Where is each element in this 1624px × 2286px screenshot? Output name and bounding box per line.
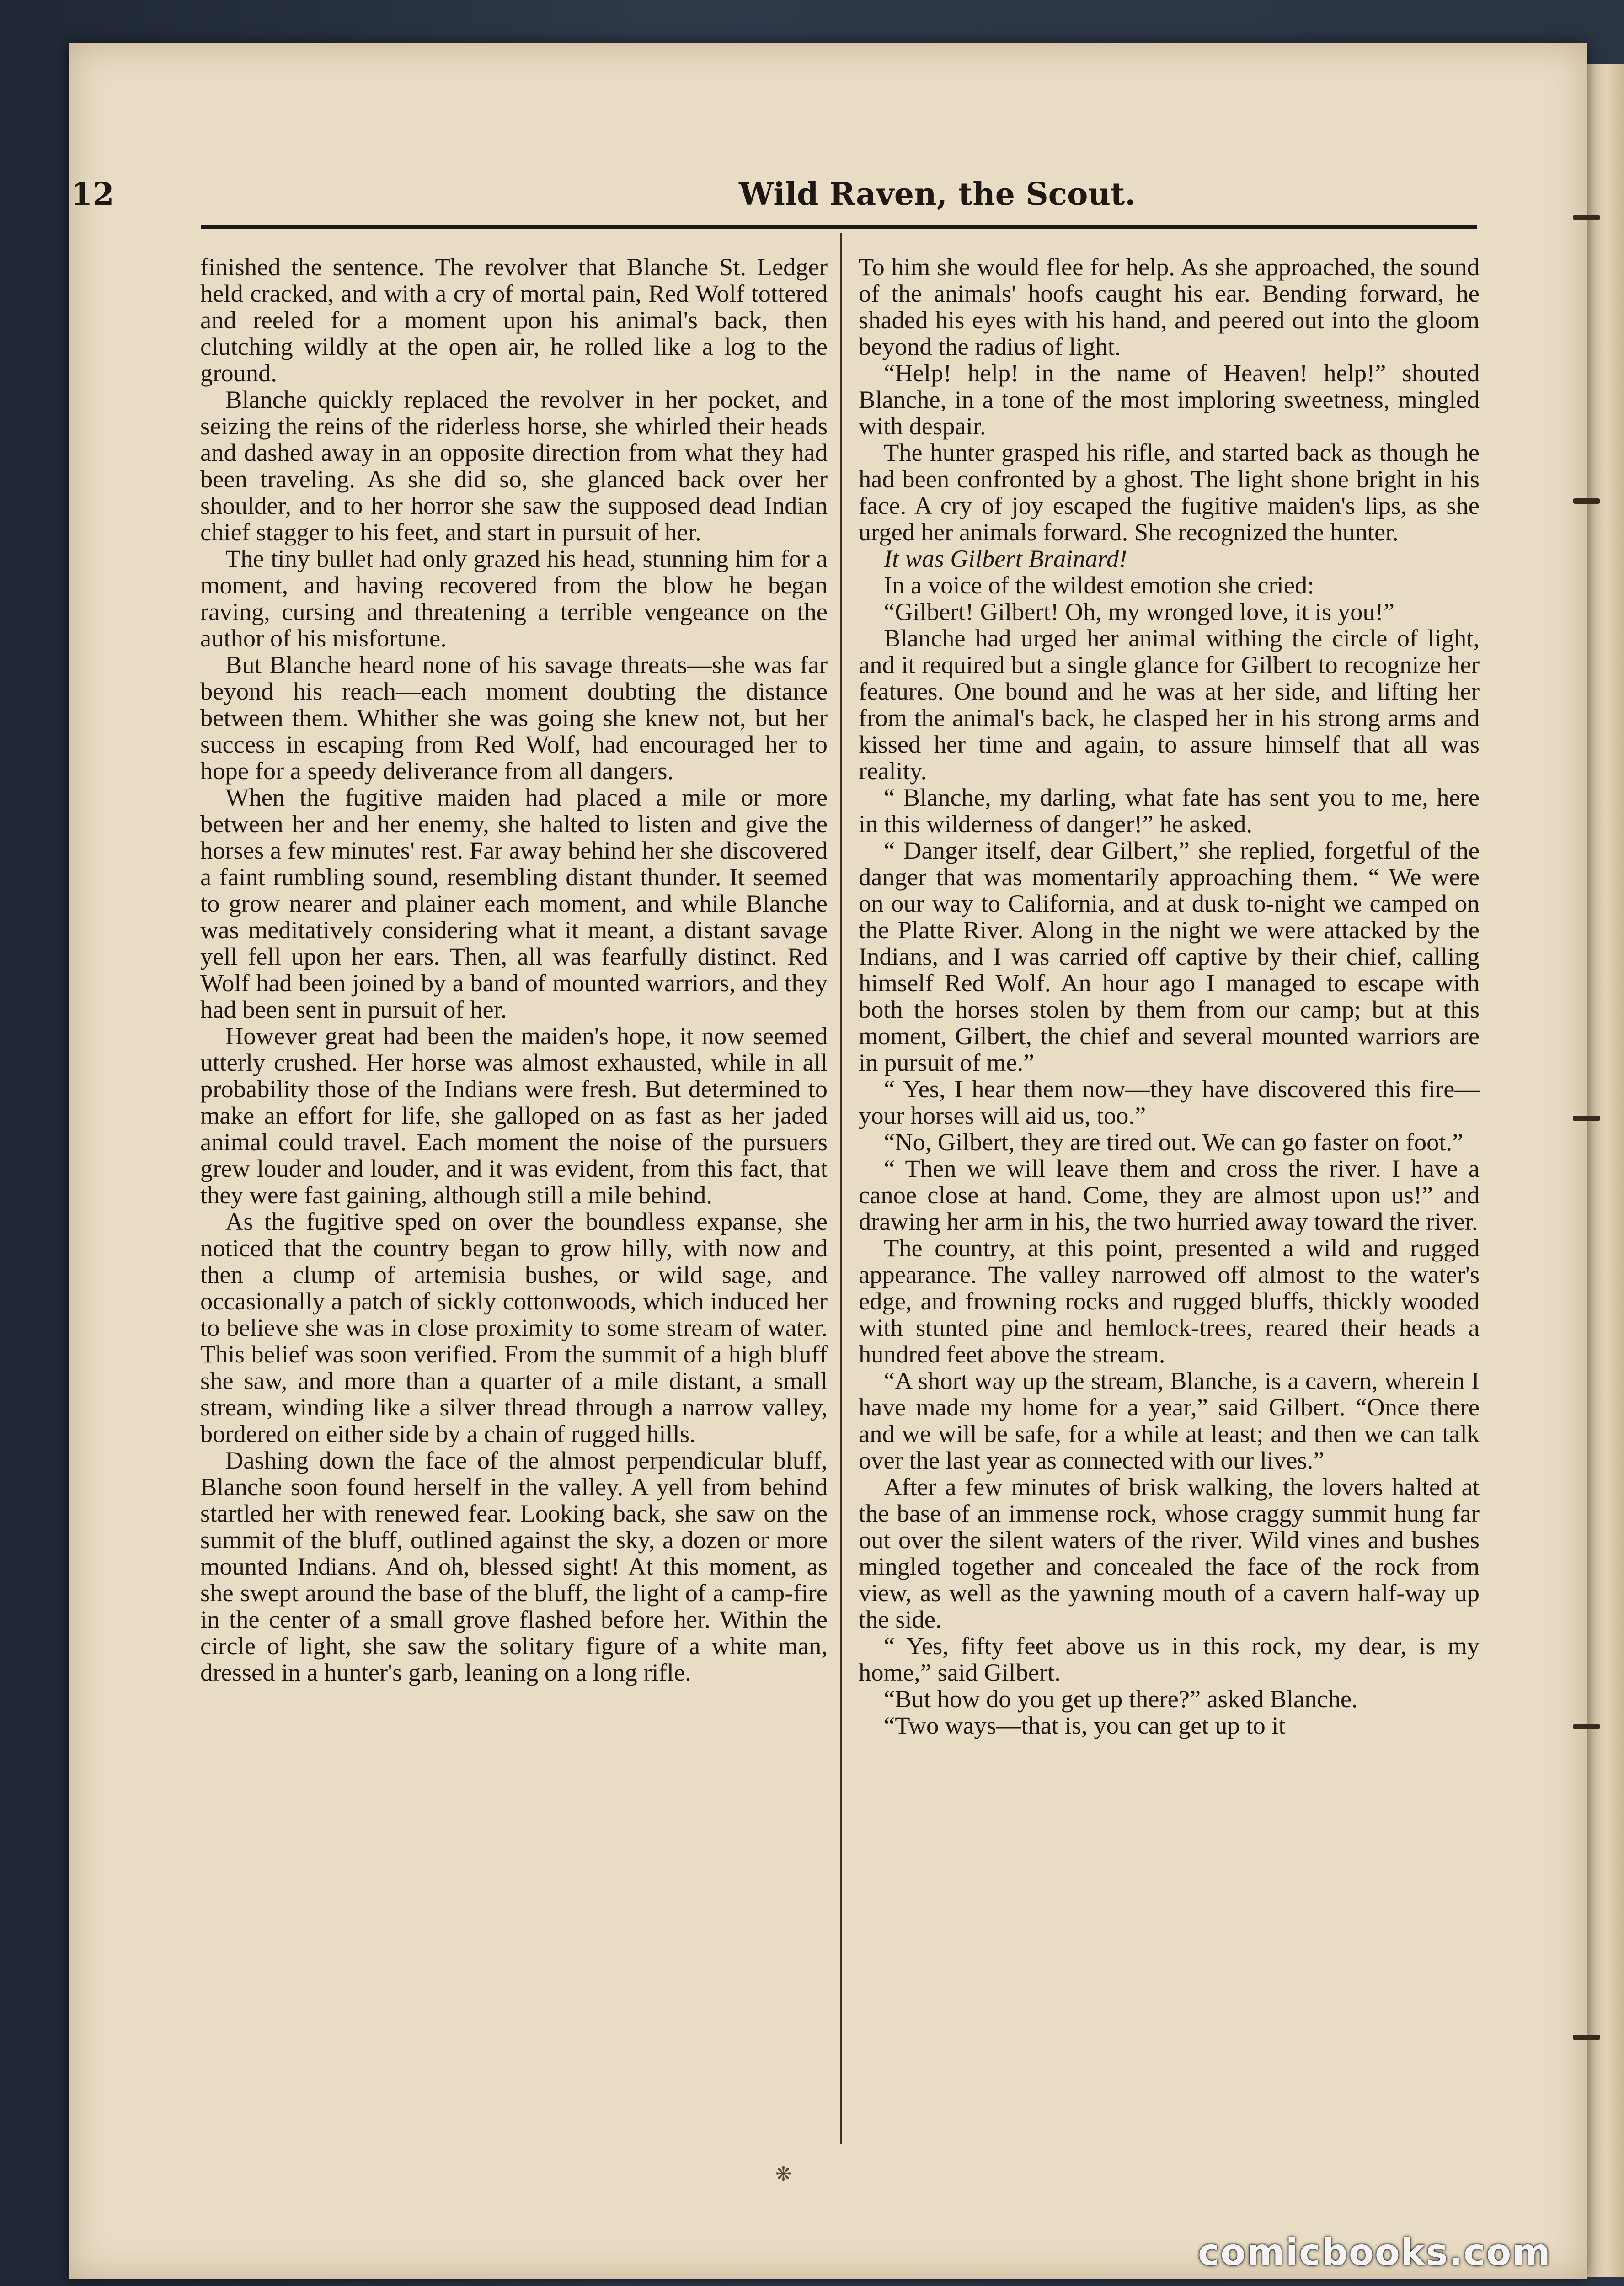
paragraph: “Two ways—that is, you can get up to it bbox=[884, 1711, 1286, 1739]
paragraph: In a voice of the wildest emotion she cried: bbox=[884, 571, 1314, 599]
paragraph: It was Gilbert Brainard! bbox=[884, 545, 1127, 572]
paragraph: The country, at this point, presented a wild and rugged appearance. The valley narrowed off almost to the water's edge, and frowning rocks and rugged bluffs, thickly wooded with stunted pine and hemlock-trees, reared their heads a hundred feet above the stream. bbox=[859, 1234, 1480, 1368]
column-divider bbox=[840, 233, 842, 2144]
binding-stitch bbox=[1573, 1724, 1600, 1729]
running-title: Wild Raven, the Scout. bbox=[739, 176, 1136, 213]
header-rule bbox=[201, 225, 1477, 229]
paragraph: To him she would flee for help. As she approached, the sound of the animals' hoofs caught his ear. Bending forward, he shaded his eyes with his hand, and peered out into the gloom beyond the radius of light. bbox=[859, 254, 1480, 360]
paragraph: “ Blanche, my darling, what fate has sent you to me, here in this wilderness of danger!” he asked. bbox=[859, 783, 1480, 838]
paragraph: “ Yes, fifty feet above us in this rock, my dear, is my home,” said Gilbert. bbox=[859, 1632, 1480, 1686]
paragraph: “Gilbert! Gilbert! Oh, my wronged love, it is you!” bbox=[884, 598, 1394, 625]
paragraph: “No, Gilbert, they are tired out. We can go faster on foot.” bbox=[884, 1128, 1464, 1156]
left-column bbox=[200, 254, 828, 2147]
paragraph: finished the sentence. The revolver that Blanche St. Ledger held cracked, and with a cry of mortal pain, Red Wolf tottered and reeled for a moment upon his animal's back, then clutching wildly at the open air, he rolled like a log to the ground. bbox=[200, 254, 828, 387]
paragraph: The tiny bullet had only grazed his head, stunning him for a moment, and having recovered from the blow he began raving, cursing and threatening a terrible vengeance on the author of his misfortune. bbox=[200, 545, 828, 652]
binding-stitch bbox=[1573, 215, 1600, 220]
paragraph: After a few minutes of brisk walking, the lovers halted at the base of an immense rock, whose craggy summit hung far out over the silent waters of the river. Wild vines and bushes mingled together and concealed the face of the rock from view, as well as the yawning mouth of a cavern half-way up the side. bbox=[859, 1473, 1480, 1633]
paragraph: As the fugitive sped on over the boundless expanse, she noticed that the country began to grow hilly, with now and then a clump of artemisia bushes, or wild sage, and occasionally a patch of sickly cottonwoods, which induced her to believe she was in close proximity to some stream of water. This belief was soon verified. From the summit of a high bluff she saw, and more than a quarter of a mile distant, a small stream, winding like a silver thread through a narrow valley, bordered on either side by a chain of rugged hills. bbox=[200, 1207, 828, 1447]
right-column bbox=[859, 254, 1480, 2147]
paragraph: “Help! help! in the name of Heaven! help!” shouted Blanche, in a tone of the most imploring sweetness, mingled with despair. bbox=[859, 359, 1480, 440]
paragraph: “But how do you get up there?” asked Blanche. bbox=[884, 1685, 1358, 1713]
paragraph: But Blanche heard none of his savage threats—she was far beyond his reach—each moment doubting the distance between them. Whither she was going she knew not, but her success in escaping from Red Wolf, had encouraged her to hope for a speedy deliverance from all dangers. bbox=[200, 651, 828, 785]
watermark: comicbooks.com bbox=[1198, 2231, 1551, 2274]
paragraph: The hunter grasped his rifle, and started back as though he had been confronted by a ghost. The light shone bright in his face. A cry of joy escaped the fugitive maiden's lips, as she urged her animals forward. She recognized the hunter. bbox=[859, 438, 1480, 546]
paragraph: Blanche quickly replaced the revolver in her pocket, and seizing the reins of the riderless horse, she whirled their heads and dashed away in an opposite direction from what they had been traveling. As she did so, she glanced back over her shoulder, and to her horror she saw the supposed dead Indian chief stagger to his feet, and start in pursuit of her. bbox=[200, 385, 828, 546]
paragraph: Dashing down the face of the almost perpendicular bluff, Blanche soon found herself in the valley. A yell from behind startled her with renewed fear. Looking back, she saw on the summit of the bluff, outlined against the sky, a dozen or more mounted Indians. And oh, blessed sight! At this moment, as she swept around the base of the bluff, the light of a camp-fire in the center of a small grove flashed before her. Within the circle of light, she saw the solitary figure of a white man, dressed in a hunter's garb, leaning on a long rifle. bbox=[200, 1446, 828, 1686]
paragraph: “A short way up the stream, Blanche, is a cavern, wherein I have made my home for a year,” said Gilbert. “Once there and we will be safe, for a while at least; and then we can talk over the last year as connected with our lives.” bbox=[859, 1367, 1480, 1474]
binding-stitch bbox=[1573, 498, 1600, 504]
paragraph: “ Then we will leave them and cross the river. I have a canoe close at hand. Come, they are almost upon us!” and drawing her arm in his, the two hurried away toward the river. bbox=[859, 1154, 1480, 1235]
paragraph: However great had been the maiden's hope, it now seemed utterly crushed. Her horse was almost exhausted, while in all probability those of the Indians were fresh. But determined to make an effort for life, she galloped on as fast as her jaded animal could travel. Each moment the noise of the pursuers grew louder and louder, and it was evident, from this fact, that they were fast gaining, although still a mile behind. bbox=[200, 1022, 828, 1209]
paragraph: “ Danger itself, dear Gilbert,” she replied, forgetful of the danger that was momentarily approaching them. “ We were on our way to California, and at dusk to-night we camped on the Platte River. Along in the night we were attacked by the Indians, and I was carried off captive by their chief, calling himself Red Wolf. An hour ago I managed to escape with both the horses stolen by them from our camp; but at this moment, Gilbert, the chief and several mounted warriors are in pursuit of me.” bbox=[859, 836, 1480, 1076]
paragraph: When the fugitive maiden had placed a mile or more between her and her enemy, she halted to listen and give the horses a few minutes' rest. Far away behind her she discovered a faint rumbling sound, resembling distant thunder. It seemed to grow nearer and plainer each moment, and while Blanche was meditatively considering what it meant, a distant savage yell fell upon her ears. Then, all was fearfully distinct. Red Wolf had been joined by a band of mounted warriors, and they had been sent in pursuit of her. bbox=[200, 783, 828, 1023]
paragraph: Blanche had urged her animal withing the circle of light, and it required but a single glance for Gilbert to recognize her features. One bound and he was at her side, and lifting her from the animal's back, he clasped her in his strong arms and kissed her time and again, to assure himself that all was reality. bbox=[859, 624, 1480, 785]
binding-stitch bbox=[1573, 2035, 1600, 2040]
paragraph: “ Yes, I hear them now—they have discovered this fire—your horses will aid us, too.” bbox=[859, 1075, 1480, 1129]
page-number: 12 bbox=[71, 176, 114, 213]
binding-stitch bbox=[1573, 1116, 1600, 1121]
printer-ornament: ❋ bbox=[775, 2163, 792, 2186]
